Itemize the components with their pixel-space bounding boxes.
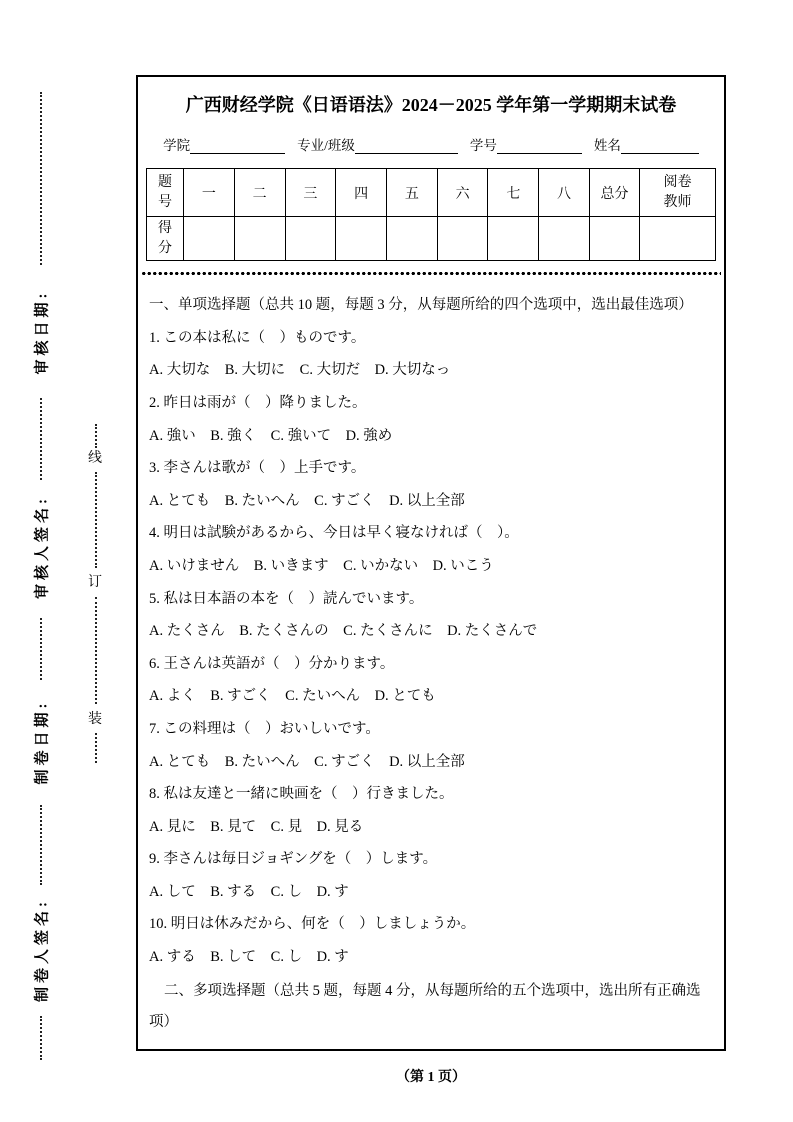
score-table-score-row — [147, 217, 716, 261]
score-cell-empty — [184, 217, 235, 261]
binding-dotted-line — [95, 424, 97, 448]
score-table-col-header: 二 — [234, 169, 285, 217]
score-cell-empty — [234, 217, 285, 261]
score-table-col-header: 阅卷教师 — [640, 169, 716, 217]
field-college-label: 学院 — [163, 138, 191, 153]
field-major-class-label: 专业/班级 — [297, 138, 355, 153]
seal-label-papermaking-date: 制卷日期: — [34, 699, 51, 785]
score-cell-empty — [488, 217, 539, 261]
score-cell-empty — [640, 217, 716, 261]
score-cell-empty — [539, 217, 590, 261]
exam-title: 广西财经学院《日语语法》2024－2025 学年第一学期期末试卷 — [185, 95, 677, 115]
question-stem: 6. 王さんは英語が（ ）分かります。 — [149, 655, 395, 672]
seal-dotted-line — [40, 805, 42, 885]
field-student-id-label: 学号 — [469, 138, 497, 153]
score-cell-empty — [285, 217, 336, 261]
binding-char-zhuang: 装 — [88, 712, 102, 727]
field-name-label: 姓名 — [593, 138, 621, 153]
section-2-heading: 二、多项选择题（总共 5 题，每题 4 分，从每题所给的五个选项中，选出所有正确选项） — [149, 982, 701, 1030]
field-name — [594, 134, 699, 154]
score-table-col-header: 八 — [539, 169, 590, 217]
score-cell-empty — [437, 217, 488, 261]
score-cell-empty — [386, 217, 437, 261]
question-stem: 3. 李さんは歌が（ ）上手です。 — [149, 460, 366, 477]
question-options: A. たくさん B. たくさんの C. たくさんに D. たくさんで — [149, 623, 538, 640]
seal-label-papermaker-signature: 制卷人签名: — [34, 898, 51, 1002]
score-table-col-header: 题号 — [147, 169, 184, 217]
seal-label-reviewer-signature: 审核人签名: — [34, 495, 51, 599]
question-options: A. いけません B. いきます C. いかない D. いこう — [149, 557, 494, 574]
exam-content — [138, 276, 724, 1037]
question-options: A. 大切な B. 大切に C. 大切だ D. 大切なっ — [149, 362, 451, 379]
field-major-class — [297, 134, 458, 154]
student-id-blank-line — [497, 139, 582, 154]
score-row-label: 得分 — [147, 217, 184, 261]
score-table-col-header: 六 — [437, 169, 488, 217]
score-table-header-row — [147, 169, 716, 217]
question-stem: 9. 李さんは毎日ジョギングを（ ）します。 — [149, 851, 438, 868]
question-stem: 1. この本は私に（ ）ものです。 — [149, 329, 366, 346]
score-table-col-header: 总分 — [589, 169, 639, 217]
binding-char-xian: 线 — [88, 451, 102, 466]
question-options: A. とても B. たいへん C. すごく D. 以上全部 — [149, 753, 465, 770]
question-options: A. 見に B. 見て C. 見 D. 見る — [149, 818, 364, 835]
section-1-heading: 一、单项选择题（总共 10 题，每题 3 分，从每题所给的四个选项中，选出最佳选项） — [149, 297, 693, 314]
score-table-col-header: 七 — [488, 169, 539, 217]
question-options: A. とても B. たいへん C. すごく D. 以上全部 — [149, 492, 465, 509]
question-stem: 8. 私は友達と一緒に映画を（ ）行きました。 — [149, 786, 454, 803]
score-table — [146, 168, 716, 261]
binding-char-ding: 订 — [88, 575, 102, 590]
question-options: A. して B. する C. し D. す — [149, 883, 349, 900]
field-college — [163, 134, 285, 154]
page-number: （第 1 页） — [396, 1070, 466, 1085]
seal-dotted-line — [40, 1016, 42, 1060]
question-stem: 5. 私は日本語の本を（ ）読んでいます。 — [149, 590, 424, 607]
question-options: A. よく B. すごく C. たいへん D. とても — [149, 688, 436, 705]
binding-dotted-line — [95, 472, 97, 568]
binding-dotted-line — [95, 733, 97, 763]
score-cell-empty — [589, 217, 639, 261]
seal-label-review-date: 审核日期: — [34, 289, 51, 375]
question-options: A. 強い B. 強く C. 強いて D. 強め — [149, 427, 393, 444]
question-stem: 4. 明日は試験があるから、今日は早く寝なければ（ ）。 — [149, 525, 519, 542]
seal-dotted-line — [40, 92, 42, 265]
seal-dotted-line — [40, 398, 42, 480]
question-options: A. する B. して C. し D. す — [149, 949, 349, 966]
seal-dotted-line — [40, 618, 42, 680]
student-info-row — [138, 134, 724, 154]
field-student-id — [470, 134, 582, 154]
major-class-blank-line — [355, 139, 458, 154]
college-blank-line — [190, 139, 285, 154]
question-stem: 10. 明日は休みだから、何を（ ）しましょうか。 — [149, 916, 476, 933]
binding-dotted-line — [95, 597, 97, 704]
name-blank-line — [621, 139, 699, 154]
question-stem: 7. この料理は（ ）おいしいです。 — [149, 720, 380, 737]
score-table-col-header: 一 — [184, 169, 235, 217]
score-table-col-header: 三 — [285, 169, 336, 217]
questions-list — [149, 322, 713, 974]
question-stem: 2. 昨日は雨が（ ）降りました。 — [149, 394, 367, 411]
score-cell-empty — [336, 217, 387, 261]
exam-paper — [136, 75, 726, 1051]
score-table-col-header: 四 — [336, 169, 387, 217]
score-table-col-header: 五 — [386, 169, 437, 217]
